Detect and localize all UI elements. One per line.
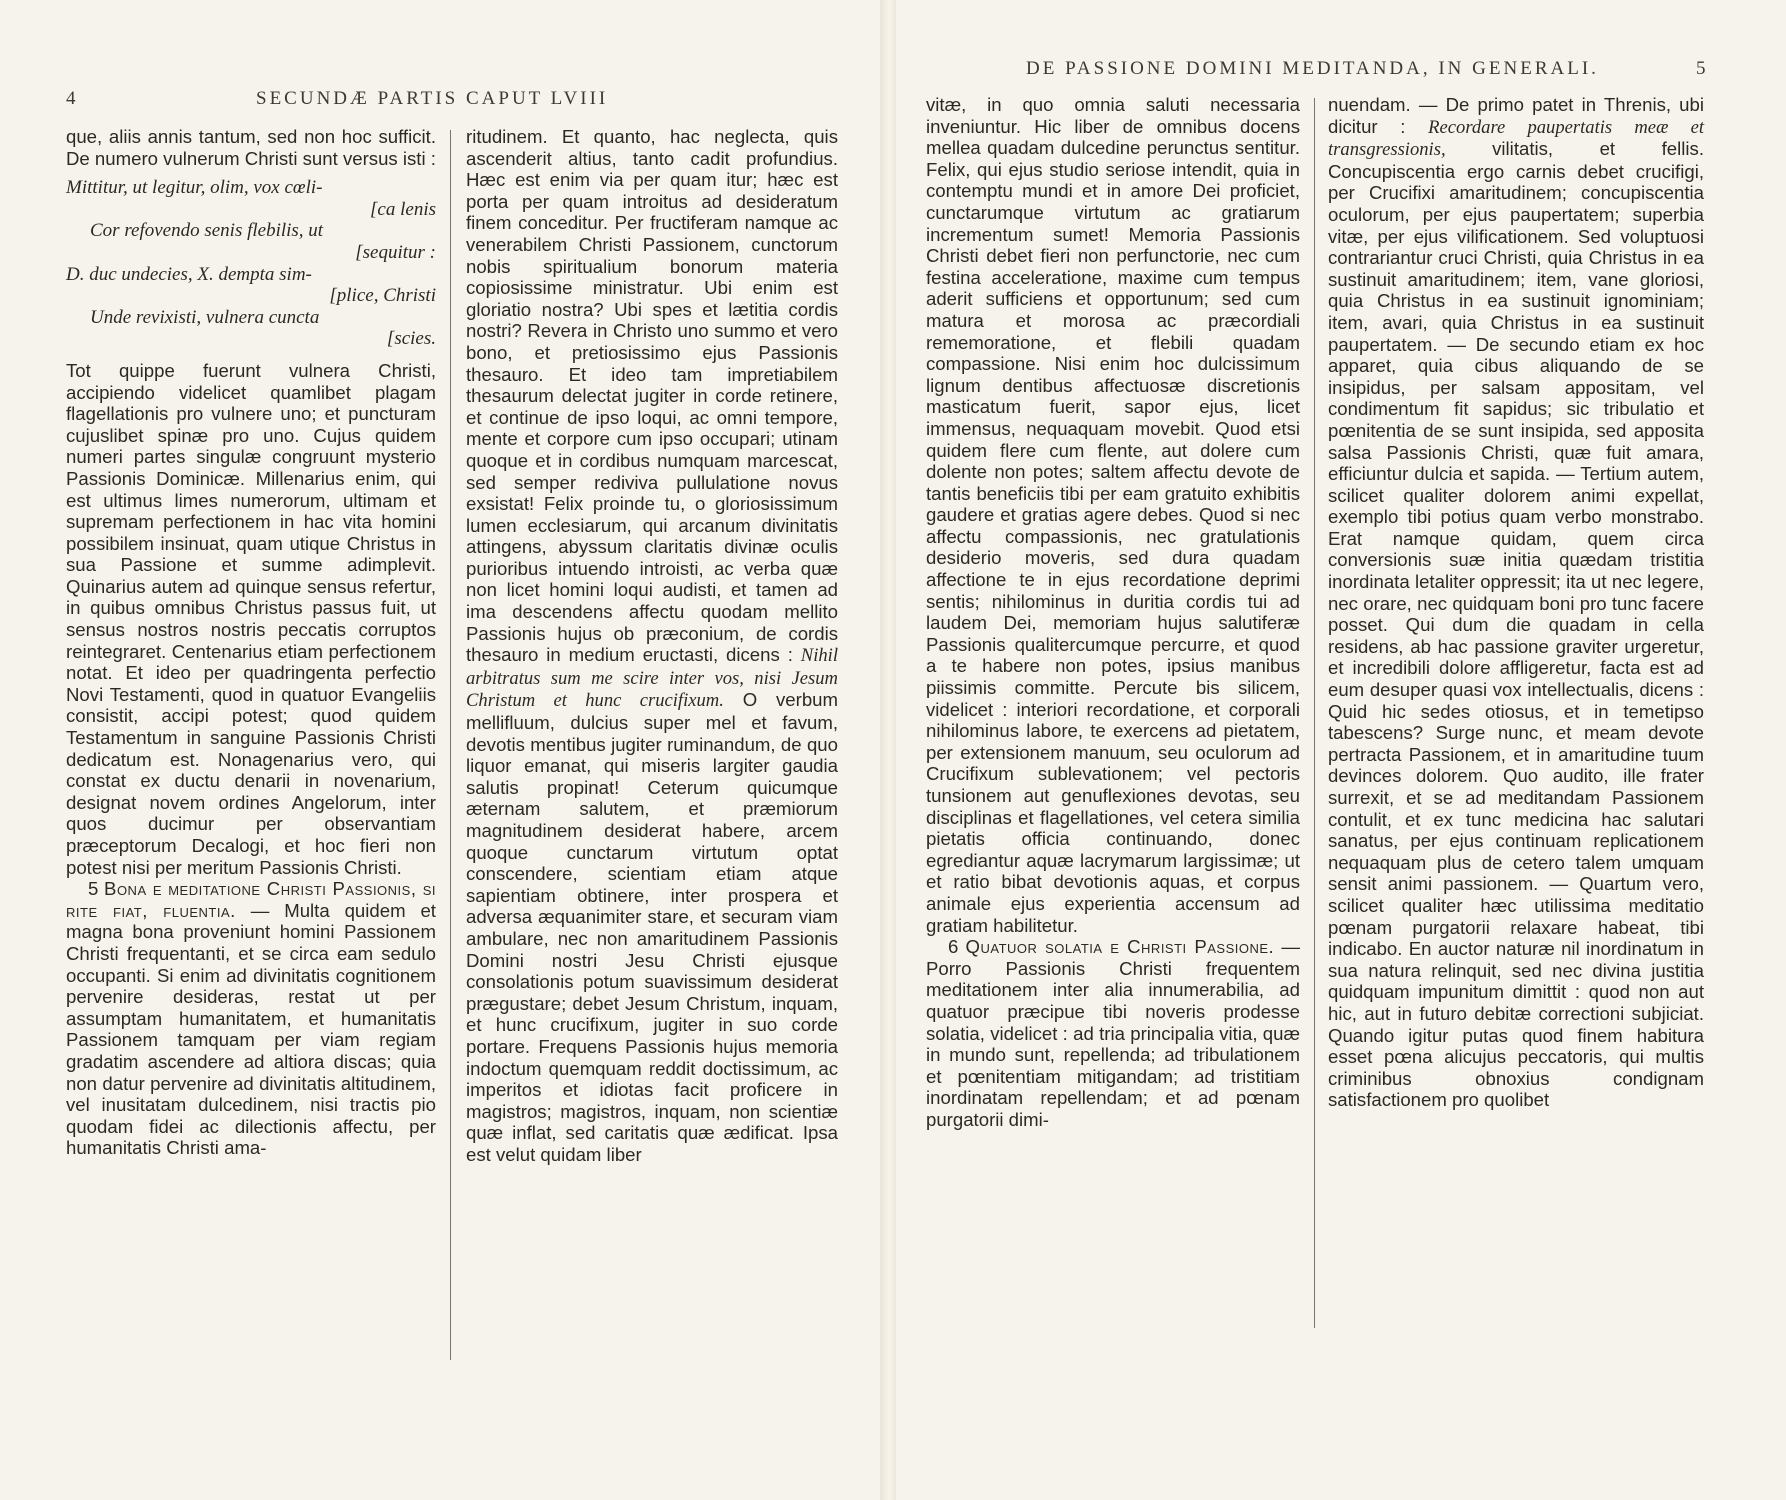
section-heading: Quatuor solatia e Christi Passione. bbox=[965, 936, 1275, 958]
paragraph: vitæ, in quo omnia saluti necessaria inveniuntur. Hic liber de omnibus docens mellea quadam dulcedine perunctus sentitur. Felix, qui ejus studio seriose intendit, quia in contemptu mundi et in amore Dei proficiet, cunctarumque virtutum ac gratiarum incrementum sumet! Memoria Passionis Christi debet fieri non perfunctorie, nec cum festina acceleratione, maxime cum tempus aderit sufficiens et opportunum; sed cum matura et morosa ac præcordiali rememoratione, et flebili quadam compassione. Nisi enim hoc dulcissimum lignum dentibus affectuosæ discretionis masticatum fuerit, sapor ejus, licet immensus, nequaquam movebit. Quod etsi quidem flere cum flente, aut dolere cum dolente non potes; saltem affectu devote de tantis beneficiis tibi per eam gratuito exhibitis gaudere et gratias agere debes. Quod si nec affectu compassionis, nec gratulationis desiderio moveris, sed dura quadam affectione te in ejus recordatione deprimi sentis; nihilominus in duritia cordis tui ad laudem Dei, memoriam hujus salutiferæ Passionis qualitercumque percurre, et quod a te habere non potes, ipsius manibus piissimis committe. Percute bis silicem, videlicet : interiori recordatione, et corporali nihilominus labore, te exercens ad pietatem, per extensionem manuum, seu oculorum ad Crucifixum sublevationem; vel pectoris tunsionem aut genuflexiones devotas, seu disciplinas et flagellationes, vel cetera similia pietatis officia continuando, donec egrediantur aquæ lacrymarum largissimæ; ut et ratio bibat devotionis aquas, et corpus animale ejus experientia accensum ad gratiam habilitetur. bbox=[926, 94, 1300, 936]
column-divider bbox=[450, 130, 451, 1360]
verse-line: [plice, Christi bbox=[329, 285, 436, 307]
verse-line: Unde revixisti, vulnera cuncta bbox=[90, 306, 320, 328]
book-gutter bbox=[880, 0, 896, 1500]
section-5 bbox=[66, 878, 436, 1159]
section-heading: Bona e meditatione Christi Passionis, si rite fiat, fluentia. bbox=[66, 878, 436, 921]
page-number: 4 bbox=[66, 88, 76, 109]
opening-text: que, aliis annis tantum, sed non hoc sufficit. De numero vulnerum Christi sunt versus isti : bbox=[66, 126, 436, 169]
scripture-quote: Recordare paupertatis meæ et transgressionis, bbox=[1328, 116, 1704, 161]
section-number: 5 bbox=[88, 878, 99, 900]
paragraph bbox=[1328, 94, 1704, 1111]
left-column-2 bbox=[466, 126, 838, 1166]
section-text: — Multa quidem et magna bona proveniunt homini Passionem Christi frequentanti, et se circa eam sedulo occupanti. Si enim ad divinitatis cognitionem pervenire desideras, restat ut per assumptam humanitatem, et humanitatis Passionem tamquam per viam regiam gradatim ascendere ad altiora discas; quia non datur pervenire ad divinitatis altitudinem, vel inusitatam dulcedinem, nisi tractis pio quodam fidei ac dilectionis affectu, per humanitatis Christi ama- bbox=[66, 899, 436, 1159]
text: vilitatis, et fellis. Concupiscentia ergo carnis debet crucifigi, per Crucifixi amaritudinem; concupiscentia oculorum, per ejus paupertatem; superbia vitæ, per ejus vilificationem. Sed voluptuosi contrariantur cruci Christi, quia Christus in ea sustinuit amaritudinem; item, vane gloriosi, quia Christus in ea sustinuit ignominiam; item, avari, quia Christus in ea sustinuit paupertatem. — De secundo etiam ex hoc apparet, quia cibus aliquando de se insipidus, per salsam appositam, vel condimentum fit sapidus; sic tribulatio et pœnitentia de se sunt insipida, sed apposita salsa Passionis Christi, quæ fuit amara, efficiuntur dulcia et sapida. — Tertium autem, scilicet qualiter dolorem animi expellat, exemplo tibi potius quam verbo monstrabo. Erat namque quidam, quem circa conversionis suæ initia quædam tristitia inordinata letaliter oppressit; ita ut nec legere, nec orare, nec quidquam boni pro tunc facere posset. Qui dum die quadam in cella residens, ab hac passione graviter urgeretur, et incredibili dolore affligeretur, facta est ad eum desuper quasi vox intellectualis, dicens : Quid hic sedes otiosus, et in temetipso tabescens? Surge nunc, et meam devote pertracta Passionem, et in amaritudine tuum devinces dolorem. Quo audito, ille frater surrexit, et se ad meditandam Passionem contulit, et ex tunc medicina hac salutari sanatus, per ejus continuam replicationem nequaquam plus de cetero talem umquam sensit animi passionem. — Quartum vero, scilicet qualiter hæc utilissima meditatio pœnam purgatorii relaxare habeat, tibi indicabo. En auctor naturæ nil inordinatum in sua natura relinquit, sed nec divina justitia quidquam impunitum dimittit : quod non aut hic, aut in futuro debitæ correctioni subjiciat. Quando igitur putas quod finem habitura esset pœna alicujus peccatoris, qui multis criminibus obnoxius condignam satisfactionem pro quolibet bbox=[1328, 138, 1704, 1111]
column-divider bbox=[1314, 98, 1315, 1328]
page-number: 5 bbox=[1696, 58, 1706, 79]
scripture-quote: Nihil arbitratus sum me scire inter vos, nisi Jesum Christum et hunc crucifixum. bbox=[466, 645, 838, 712]
left-page bbox=[0, 0, 880, 1500]
right-column-2 bbox=[1328, 94, 1704, 1111]
text: nuendam. — De primo patet in Threnis, ubi dicitur : bbox=[1328, 94, 1704, 137]
verse-line: [ca lenis bbox=[370, 198, 436, 220]
right-column-1 bbox=[926, 94, 1300, 1131]
text: O verbum mellifluum, dulcius super mel et favum, devotis mentibus jugiter ruminandum, de quo liquor emanat, qui miseris largiter gaudia salutis propinat! Ceterum quicumque æternam salutem, et præmiorum magnitudinem desiderat habere, arcem quoque cunctarum virtutum optat conscendere, scientiam etiam atque sapientiam obtinere, inter prospera et adversa æquanimiter stare, et securam viam ambulare, nec non amaritudinem Passionis Domini nostri Jesu Christi ejusque consolationis potum suavissimum desiderat prægustare; debet Jesum Christum, inquam, et hunc crucifixum, jugiter in suo corde portare. Frequens Passionis hujus memoria indoctum quemquam reddit doctissimum, ac imperitos et idiotas facit proficere in magistros; magistros, inquam, non scientiæ quæ inflat, sed caritatis quæ ædificat. Ipsa est velut quidam liber bbox=[466, 689, 838, 1165]
right-page bbox=[896, 0, 1786, 1500]
running-head: SECUNDÆ PARTIS CAPUT LVIII bbox=[256, 88, 609, 109]
verse-block bbox=[66, 177, 436, 350]
section-text: — Porro Passionis Christi frequentem meditationem inter alia innumerabilia, ad quatuor præcipue tibi noveris prodesse solatia, videlicet : ad tria principalia vitia, quæ in mundo sunt, repellenda; ad tribulationem et pœnitentiam mitigandam; ad tristitiam inordinatam repellendam; et ad pœnam purgatorii dimi- bbox=[926, 936, 1301, 1130]
verse-line: D. duc undecies, X. dempta sim- bbox=[66, 263, 312, 285]
text: ritudinem. Et quanto, hac neglecta, quis ascenderit altius, tanto cadit profundius. Hæc est enim via per quam itur; hæc est porta per quam introitus ad desideratum finem conceditur. Per fructiferam namque ac venerabilem Christi Passionem, cunctorum nobis spiritualium bonorum materia copiosissime ministratur. Ubi enim est gloriatio nostra? Ubi spes et lætitia cordis nostri? Revera in Christo uno summo et vero bono, et pretiosissimo ejus Passionis thesauro. Et ideo tam impretiabilem thesaurum delectat jugiter in corde retinere, et continue de ipso loqui, ac omni tempore, mente et corpore cum ipso occupari; utinam quoque et in cordibus numquam marcescat, sed semper rediviva pullulatione novus exsistat! Felix proinde tu, o gloriosissimum lumen ecclesiarum, qui arcanum divinitatis attingens, abyssum claritatis divinæ oculis purioribus intuendo introisti, ac verba quæ non licet homini loqui audisti, et tamen ad ima descendens affectu quodam mellito Passionis hujus ob præconium, de cordis thesauro in medium eructasti, dicens : bbox=[466, 126, 838, 666]
left-column-1 bbox=[66, 126, 436, 1159]
paragraph: Tot quippe fuerunt vulnera Christi, accipiendo videlicet quamlibet plagam flagellationis pro vulnere uno; et puncturam cujuslibet spinæ pro uno. Cujus quidem numeri partes singulæ congruunt mysterio Passionis Dominicæ. Millenarius enim, qui est ultimus limes numerorum, ultimam et supremam perfectionem in hac vita homini possibilem insinuat, quam utique Christus in sua Passione et summe adimplevit. Quinarius autem ad quinque sensus refertur, in quibus omnibus Christus passus fuit, ut sensus nostros nostris peccatis corruptos reintegraret. Centenarius etiam perfectionem notat. Et ideo per quadringenta perfectio Novi Testamenti, quod in quatuor Evangeliis consistit, accipi potest; quod quidem Testamentum in sanguine Passionis Christi dedicatum est. Nonagenarius vero, qui constat ex ductu denarii in novenarium, designat novem ordines Angelorum, inter quos ducimur per observantiam præceptorum Decalogi, et hoc fieri non potest nisi per meritum Passionis Christi. bbox=[66, 359, 436, 878]
verse-line: [scies. bbox=[386, 328, 436, 350]
section-number: 6 bbox=[948, 936, 959, 958]
verse-line: [sequitur : bbox=[355, 241, 436, 263]
running-head: DE PASSIONE DOMINI MEDITANDA, IN GENERALI. bbox=[1026, 58, 1599, 79]
section-6 bbox=[926, 936, 1300, 1130]
verse-line: Mittitur, ut legitur, olim, vox cœli- bbox=[66, 177, 323, 199]
paragraph bbox=[466, 126, 838, 1166]
verse-line: Cor refovendo senis flebilis, ut bbox=[90, 220, 324, 242]
